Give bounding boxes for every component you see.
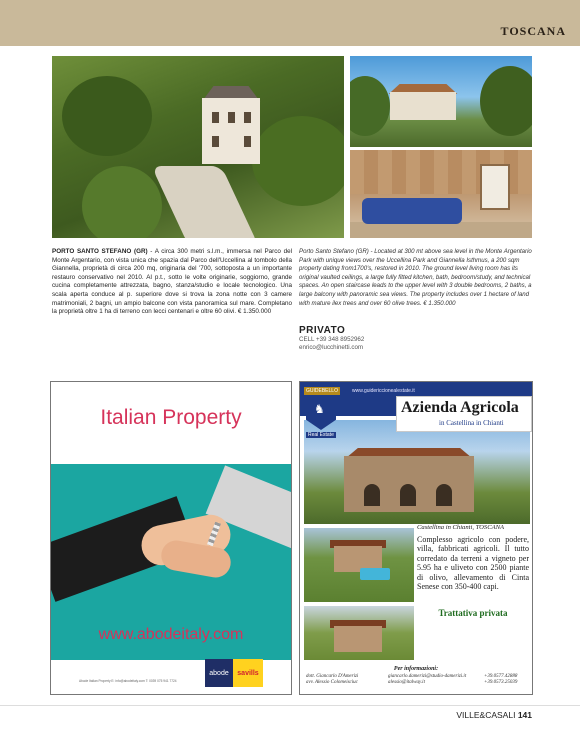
living-room-photo: [350, 150, 532, 238]
vineyard-photo: [304, 606, 414, 660]
horse-icon: ♞: [314, 402, 325, 416]
ad-title-box: [396, 396, 532, 432]
villa-terrace-photo: [350, 56, 532, 147]
window: [244, 112, 251, 123]
arch: [400, 484, 416, 506]
footer-rule: [0, 705, 580, 706]
section-title: TOSCANA: [500, 24, 566, 38]
listing-location: PORTO SANTO STEFANO (GR): [52, 248, 148, 255]
villa: [202, 98, 260, 164]
listing-text-english: Porto Santo Stefano (GR) - Located at 300 mt above sea level in the Monte Argentario Park with unique views over the Uccellina Park and Giannella Isthmus, a 200 sqm property dating from1700's, restored in 2010. The ground level living room has its original vaulted ceilings, a large fully fitted kitchen, bath, bedroom/study, and technical spaces. An open staircase leads to the upper level with 3 double bedrooms, 2 baths, a large balcony with panoramic sea views. The property includes over 1 hectare of land with mature ilex trees and over 60 olive trees. € 1.350.000: [299, 248, 532, 307]
sofa: [362, 198, 462, 224]
page-footer: [456, 710, 532, 720]
farmhouse-photo: [304, 420, 530, 524]
abode-logo: abode: [205, 659, 233, 687]
tree: [252, 116, 344, 206]
contact-phone: CELL +39 348 8952962: [299, 336, 365, 343]
window: [228, 112, 235, 123]
ad-footer-text: Abode Italian Property E: info@abodeitaly.com T: 0039 075 941 7724: [79, 679, 177, 683]
email-1[interactable]: giancarlo.damerizi@studio-damerizi.it: [388, 674, 467, 679]
window: [212, 112, 219, 123]
page-number: 141: [517, 710, 532, 720]
ad-site[interactable]: www.guidericcionealestate.it: [352, 388, 415, 394]
floor: [350, 222, 532, 238]
listing-text-italian: [52, 248, 292, 317]
window: [244, 136, 251, 147]
tree: [480, 66, 532, 136]
ad-title: Italian Property: [100, 406, 242, 429]
pool: [360, 568, 390, 580]
arch: [364, 484, 380, 506]
contact-title: PRIVATO: [299, 325, 346, 336]
phone-2: +39.0573.25039: [484, 680, 518, 685]
phone-1: +39.0577.42888: [484, 674, 518, 679]
villa-aerial-photo: [52, 56, 344, 238]
house: [334, 626, 382, 652]
listing-description-it: - A circa 300 metri s.l.m., immersa nel Parco del Monte Argentario, con vista unica che spazia dal Parco dell'Uccellina al tombolo della Giannella, proprietà di circa 200 mq, originaria del '700, sottoposta a un importante restauro conservativo nel 2010. Al p.t., sotto le volte originarie, soggiorno, grande cucina completamente attrezzata, bagno, stanza/studio e locale tecnologico. Una scala aperta conduce al p. superiore dove si trova la zona notte con 3 camere matrimoniali, 2 bagni, un ampio balcone con vista panoramica sul mare. Completano la proprietà oltre 1 ha di terreno con lecci centenari e oltre 60 olivi. € 1.350.000: [52, 248, 293, 316]
contact-email[interactable]: enrico@lucchinetti.com: [299, 344, 364, 352]
driveway: [151, 166, 258, 238]
email-2[interactable]: alessio@italway.it: [388, 680, 425, 685]
info-label: Per informazioni:: [393, 666, 439, 672]
tree: [350, 76, 390, 136]
agent-phones: [484, 674, 517, 686]
azienda-agricola-ad[interactable]: [299, 381, 533, 695]
savills-logo: savills: [233, 659, 263, 687]
ad-description: Complesso agricolo con podere, villa, fabbricati agricoli. Il tutto corredato da terreni a vigneto per 5.95 ha e uliveto con 2500 piante di olivo, allevamento di Cinta Senese con 350-400 capi.: [417, 535, 529, 592]
ad-price: Trattativa privata: [438, 608, 508, 618]
arch: [436, 484, 452, 506]
agent-2: avv. Alessio Colomeisciuc: [306, 680, 358, 685]
window: [480, 164, 510, 210]
ad-title: Azienda Agricola: [401, 399, 519, 416]
agent-1: dott. Giancarlo D'Amerizi: [306, 674, 359, 679]
agent-names: [306, 674, 358, 686]
ad-location: Castellina in Chianti, TOSCANA: [417, 524, 505, 531]
magazine-name: VILLE&CASALI: [456, 710, 516, 720]
window: [212, 136, 219, 147]
tree: [82, 166, 162, 238]
contact-block: [299, 325, 459, 353]
logo-text: Real Estate: [308, 432, 334, 438]
top-bar: [0, 0, 580, 46]
ad-subtitle: in Castellina in Chianti: [439, 419, 504, 427]
ad-tag: GUIDEBELLO: [306, 388, 338, 394]
ad-url[interactable]: www.abodeitaly.com: [98, 626, 244, 643]
agent-emails: [388, 674, 466, 686]
house: [390, 92, 456, 120]
pool-photo: [304, 528, 414, 602]
tree: [62, 76, 152, 156]
italian-property-ad[interactable]: [50, 381, 292, 695]
